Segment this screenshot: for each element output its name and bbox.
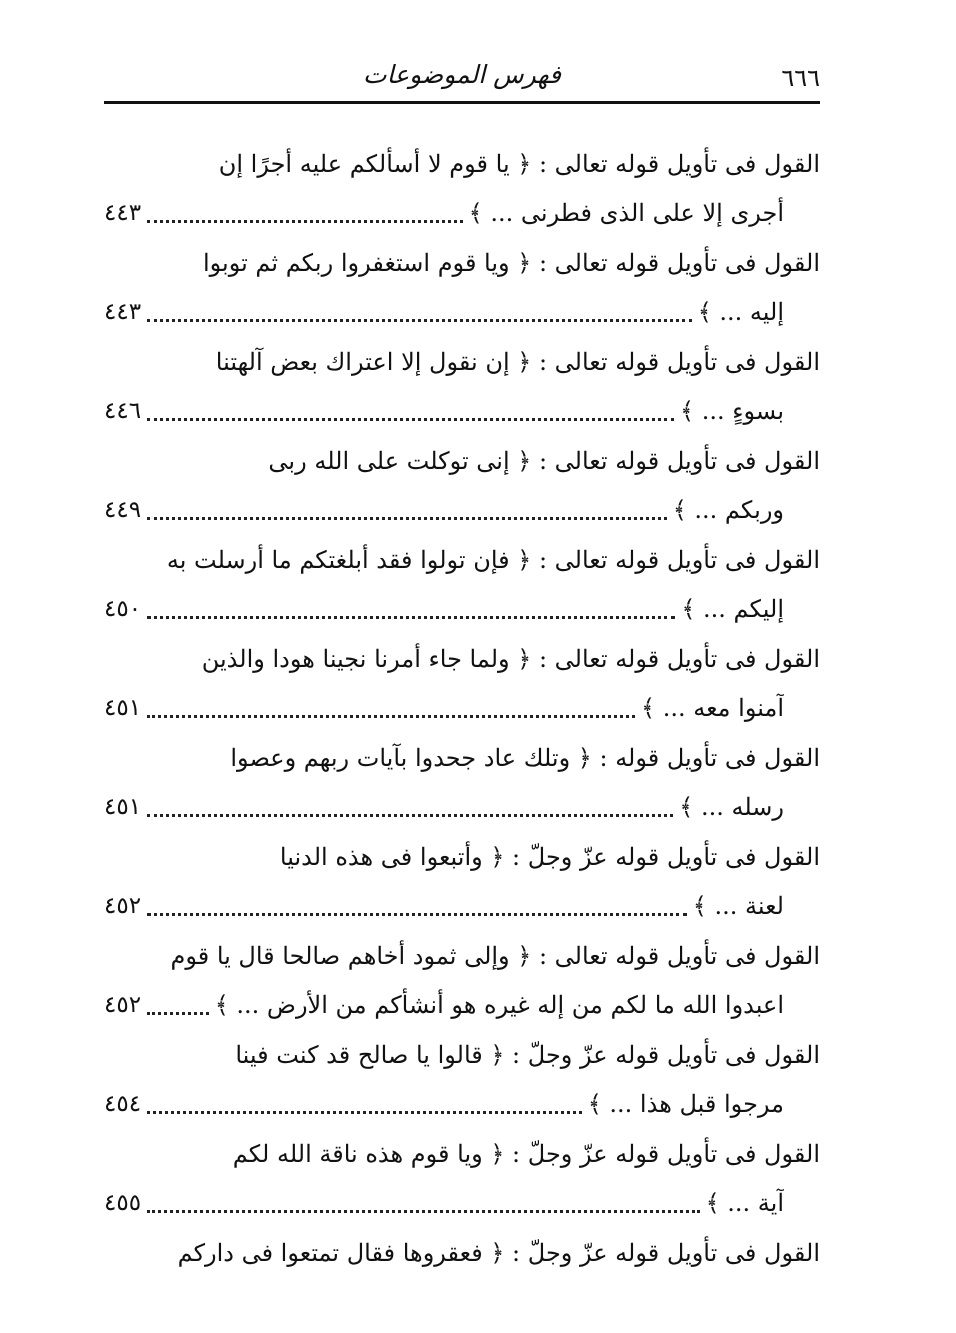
dot-leader	[147, 1012, 209, 1015]
entry-heading: القول فى تأويل قوله : ﴿ وتلك عاد جحدوا بآيات ربهم وعصوا	[230, 744, 820, 772]
dot-leader	[147, 814, 673, 817]
entry-continuation	[104, 1080, 784, 1129]
toc-entry	[104, 140, 820, 239]
dot-leader	[147, 913, 687, 916]
toc-entry	[104, 1130, 820, 1229]
entry-continuation	[104, 684, 784, 733]
toc-entry	[104, 239, 820, 338]
entry-text: وربكم ... ﴾	[672, 496, 784, 524]
entry-text: لعنة ... ﴾	[692, 892, 784, 920]
entry-heading: القول فى تأويل قوله عزّ وجلّ : ﴿ ويا قوم هذه ناقة الله لكم	[232, 1140, 820, 1168]
toc-entry	[104, 338, 820, 437]
entry-heading: القول فى تأويل قوله تعالى : ﴿ يا قوم لا أسألكم عليه أجرًا إن	[218, 150, 820, 178]
page-number: ٦٦٦	[781, 64, 820, 92]
entry-heading: القول فى تأويل قوله تعالى : ﴿ ويا قوم استغفروا ربكم ثم توبوا	[202, 249, 820, 277]
entry-page-number: ٤٥٥	[104, 1190, 142, 1216]
running-title: فهرس الموضوعات	[363, 60, 561, 89]
dot-leader	[147, 715, 635, 718]
entry-text: رسله ... ﴾	[679, 793, 784, 821]
dot-leader	[147, 1210, 700, 1213]
toc-entry	[104, 932, 820, 1031]
entry-heading: القول فى تأويل قوله عزّ وجلّ : ﴿ فعقروها فقال تمتعوا فى داركم	[177, 1239, 820, 1267]
entry-continuation	[104, 981, 784, 1030]
entry-page-number: ٤٥١	[104, 794, 142, 820]
entry-continuation	[104, 585, 784, 634]
toc-entry	[104, 437, 820, 536]
toc-entry	[104, 635, 820, 734]
entry-text: إليه ... ﴾	[697, 298, 784, 326]
entry-continuation	[104, 882, 784, 931]
entry-heading: القول فى تأويل قوله تعالى : ﴿ إنى توكلت على الله ربى	[268, 447, 820, 475]
dot-leader	[147, 220, 463, 223]
entry-heading: القول فى تأويل قوله تعالى : ﴿ إن نقول إلا اعتراك بعض آلهتنا	[215, 348, 820, 376]
dot-leader	[147, 616, 675, 619]
toc-entry	[104, 734, 820, 833]
dot-leader	[147, 418, 674, 421]
dot-leader	[147, 1111, 582, 1114]
toc-entry	[104, 1229, 820, 1328]
toc-entry	[104, 1031, 820, 1130]
toc-list	[104, 140, 820, 1328]
header-rule	[104, 101, 820, 104]
entry-heading: القول فى تأويل قوله تعالى : ﴿ ولما جاء أمرنا نجينا هودا والذين	[201, 645, 820, 673]
entry-heading: القول فى تأويل قوله عزّ وجلّ : ﴿ قالوا يا صالح قد كنت فينا	[235, 1041, 820, 1069]
entry-continuation	[104, 189, 784, 238]
entry-continuation	[104, 288, 784, 337]
entry-page-number: ٤٥٢	[104, 992, 142, 1018]
entry-heading: القول فى تأويل قوله تعالى : ﴿ فإن تولوا فقد أبلغتكم ما أرسلت به	[166, 546, 820, 574]
entry-page-number: ٤٤٣	[104, 200, 142, 226]
entry-text: إليكم ... ﴾	[681, 595, 784, 623]
entry-text: آية ... ﴾	[705, 1189, 784, 1217]
entry-text: أجرى إلا على الذى فطرنى ... ﴾	[468, 199, 784, 227]
dot-leader	[147, 517, 667, 520]
entry-page-number: ٤٤٩	[104, 497, 142, 523]
page-header	[104, 58, 820, 98]
entry-text: اعبدوا الله ما لكم من إله غيره هو أنشأكم من الأرض ... ﴾	[214, 991, 784, 1019]
entry-continuation	[104, 1179, 784, 1228]
entry-page-number: ٤٥٢	[104, 893, 142, 919]
entry-page-number: ٤٤٦	[104, 398, 142, 424]
toc-entry	[104, 536, 820, 635]
entry-text: مرجوا قبل هذا ... ﴾	[587, 1090, 784, 1118]
entry-continuation	[104, 387, 784, 436]
entry-page-number: ٤٥٤	[104, 1091, 142, 1117]
toc-entry	[104, 833, 820, 932]
entry-text: آمنوا معه ... ﴾	[641, 694, 784, 722]
entry-page-number: ٤٤٣	[104, 299, 142, 325]
entry-heading: القول فى تأويل قوله عزّ وجلّ : ﴿ وأتبعوا فى هذه الدنيا	[279, 843, 820, 871]
entry-continuation	[104, 486, 784, 535]
entry-text: بسوءٍ ... ﴾	[680, 397, 784, 425]
entry-heading: القول فى تأويل قوله تعالى : ﴿ وإلى ثمود أخاهم صالحا قال يا قوم	[170, 942, 820, 970]
entry-page-number: ٤٥٠	[104, 596, 142, 622]
dot-leader	[147, 319, 692, 322]
entry-page-number: ٤٥١	[104, 695, 142, 721]
entry-continuation	[104, 783, 784, 832]
